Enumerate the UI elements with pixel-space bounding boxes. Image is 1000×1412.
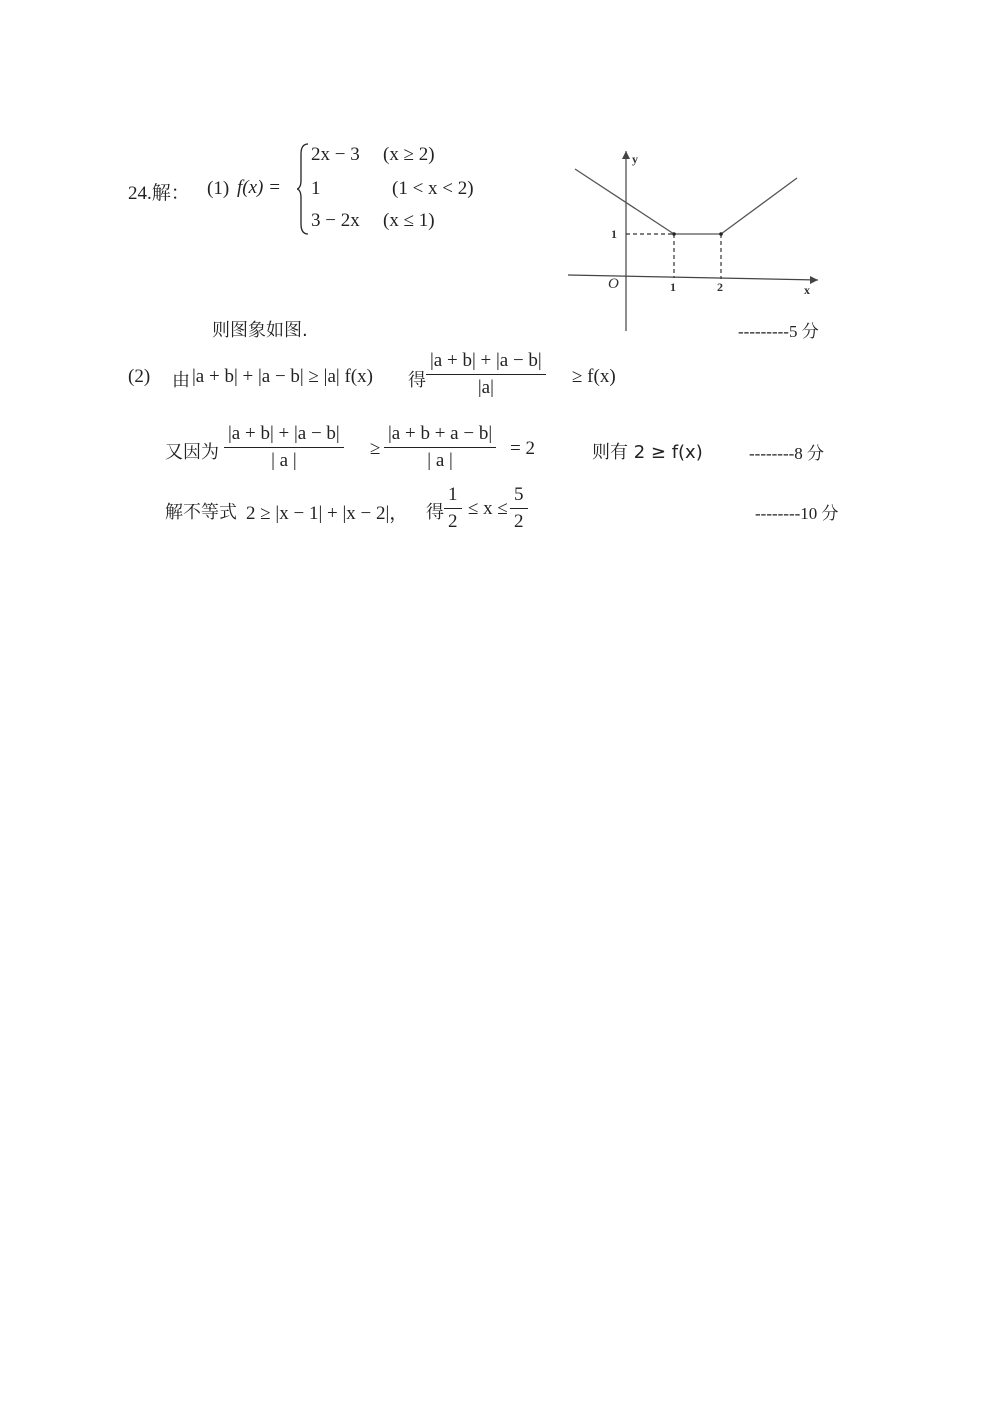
case-1-cond: (x ≥ 2) — [383, 144, 435, 165]
point-2-1 — [719, 232, 723, 236]
case-3-expr: 3 − 2x — [311, 210, 360, 231]
line4-frac2-num: 5 — [510, 484, 528, 509]
line2-frac-den: |a| — [477, 377, 494, 398]
piecewise-brace — [297, 142, 309, 236]
line4-fraction-1 — [444, 484, 462, 533]
tick-x-2: 2 — [717, 280, 723, 294]
y-axis-arrow — [622, 151, 630, 159]
origin-label: O — [608, 276, 619, 292]
line2-suffix: ≥ f(x) — [572, 366, 616, 387]
line2-fraction — [426, 350, 546, 399]
line3-fraction-1 — [224, 423, 344, 472]
line3-fraction-2 — [384, 423, 496, 472]
line3-frac2-den: | a | — [427, 450, 453, 471]
line4-inequality: 2 ≥ |x − 1| + |x − 2|， — [246, 503, 409, 524]
line2-mid: 得 — [408, 370, 426, 391]
line3-frac2-num: |a + b + a − b| — [384, 423, 496, 448]
tick-y-1: 1 — [611, 227, 617, 241]
case-1-expr: 2x − 3 — [311, 144, 360, 165]
line4-prefix: 解不等式 — [165, 502, 237, 523]
line3-prefix: 又因为 — [165, 442, 219, 463]
line3-eq: = 2 — [510, 438, 535, 459]
part1-label: (1) — [207, 178, 230, 199]
problem-number: 24.解： — [128, 182, 190, 204]
score-8: --------8 分 — [749, 444, 825, 463]
line4-mid: 得 — [426, 502, 444, 523]
graph-caption: 则图象如图. — [212, 320, 308, 341]
graph-curve — [575, 169, 797, 234]
score-5: ---------5 分 — [738, 322, 819, 341]
line4-frac2-den: 2 — [514, 511, 524, 532]
x-axis-arrow — [810, 276, 818, 284]
case-3-cond: (x ≤ 1) — [383, 210, 435, 231]
line3-then: 则有 2 ≥ f(x) — [592, 442, 703, 463]
x-axis — [568, 275, 818, 280]
case-2-cond: (1 < x < 2) — [392, 178, 474, 199]
case-2-expr: 1 — [311, 178, 321, 199]
line4-relation: ≤ x ≤ — [468, 498, 508, 519]
function-name: f(x) = — [237, 177, 281, 198]
line4-frac1-den: 2 — [448, 511, 458, 532]
x-axis-label: x — [804, 283, 810, 297]
line3-ge: ≥ — [370, 438, 381, 459]
y-axis-label: y — [632, 152, 638, 166]
line4-fraction-2 — [510, 484, 528, 533]
function-graph — [560, 145, 840, 335]
line3-frac1-num: |a + b| + |a − b| — [224, 423, 344, 448]
point-1-1 — [672, 232, 676, 236]
tick-x-1: 1 — [670, 280, 676, 294]
solve-label: 解： — [151, 182, 190, 204]
line2-inequality: |a + b| + |a − b| ≥ |a| f(x) — [192, 366, 373, 387]
line4-frac1-num: 1 — [444, 484, 462, 509]
part2-label: (2) — [128, 366, 151, 387]
line2-prefix: 由 — [172, 370, 190, 391]
line3-frac1-den: | a | — [271, 450, 297, 471]
score-10: --------10 分 — [755, 504, 839, 523]
line2-frac-num: |a + b| + |a − b| — [426, 350, 546, 375]
